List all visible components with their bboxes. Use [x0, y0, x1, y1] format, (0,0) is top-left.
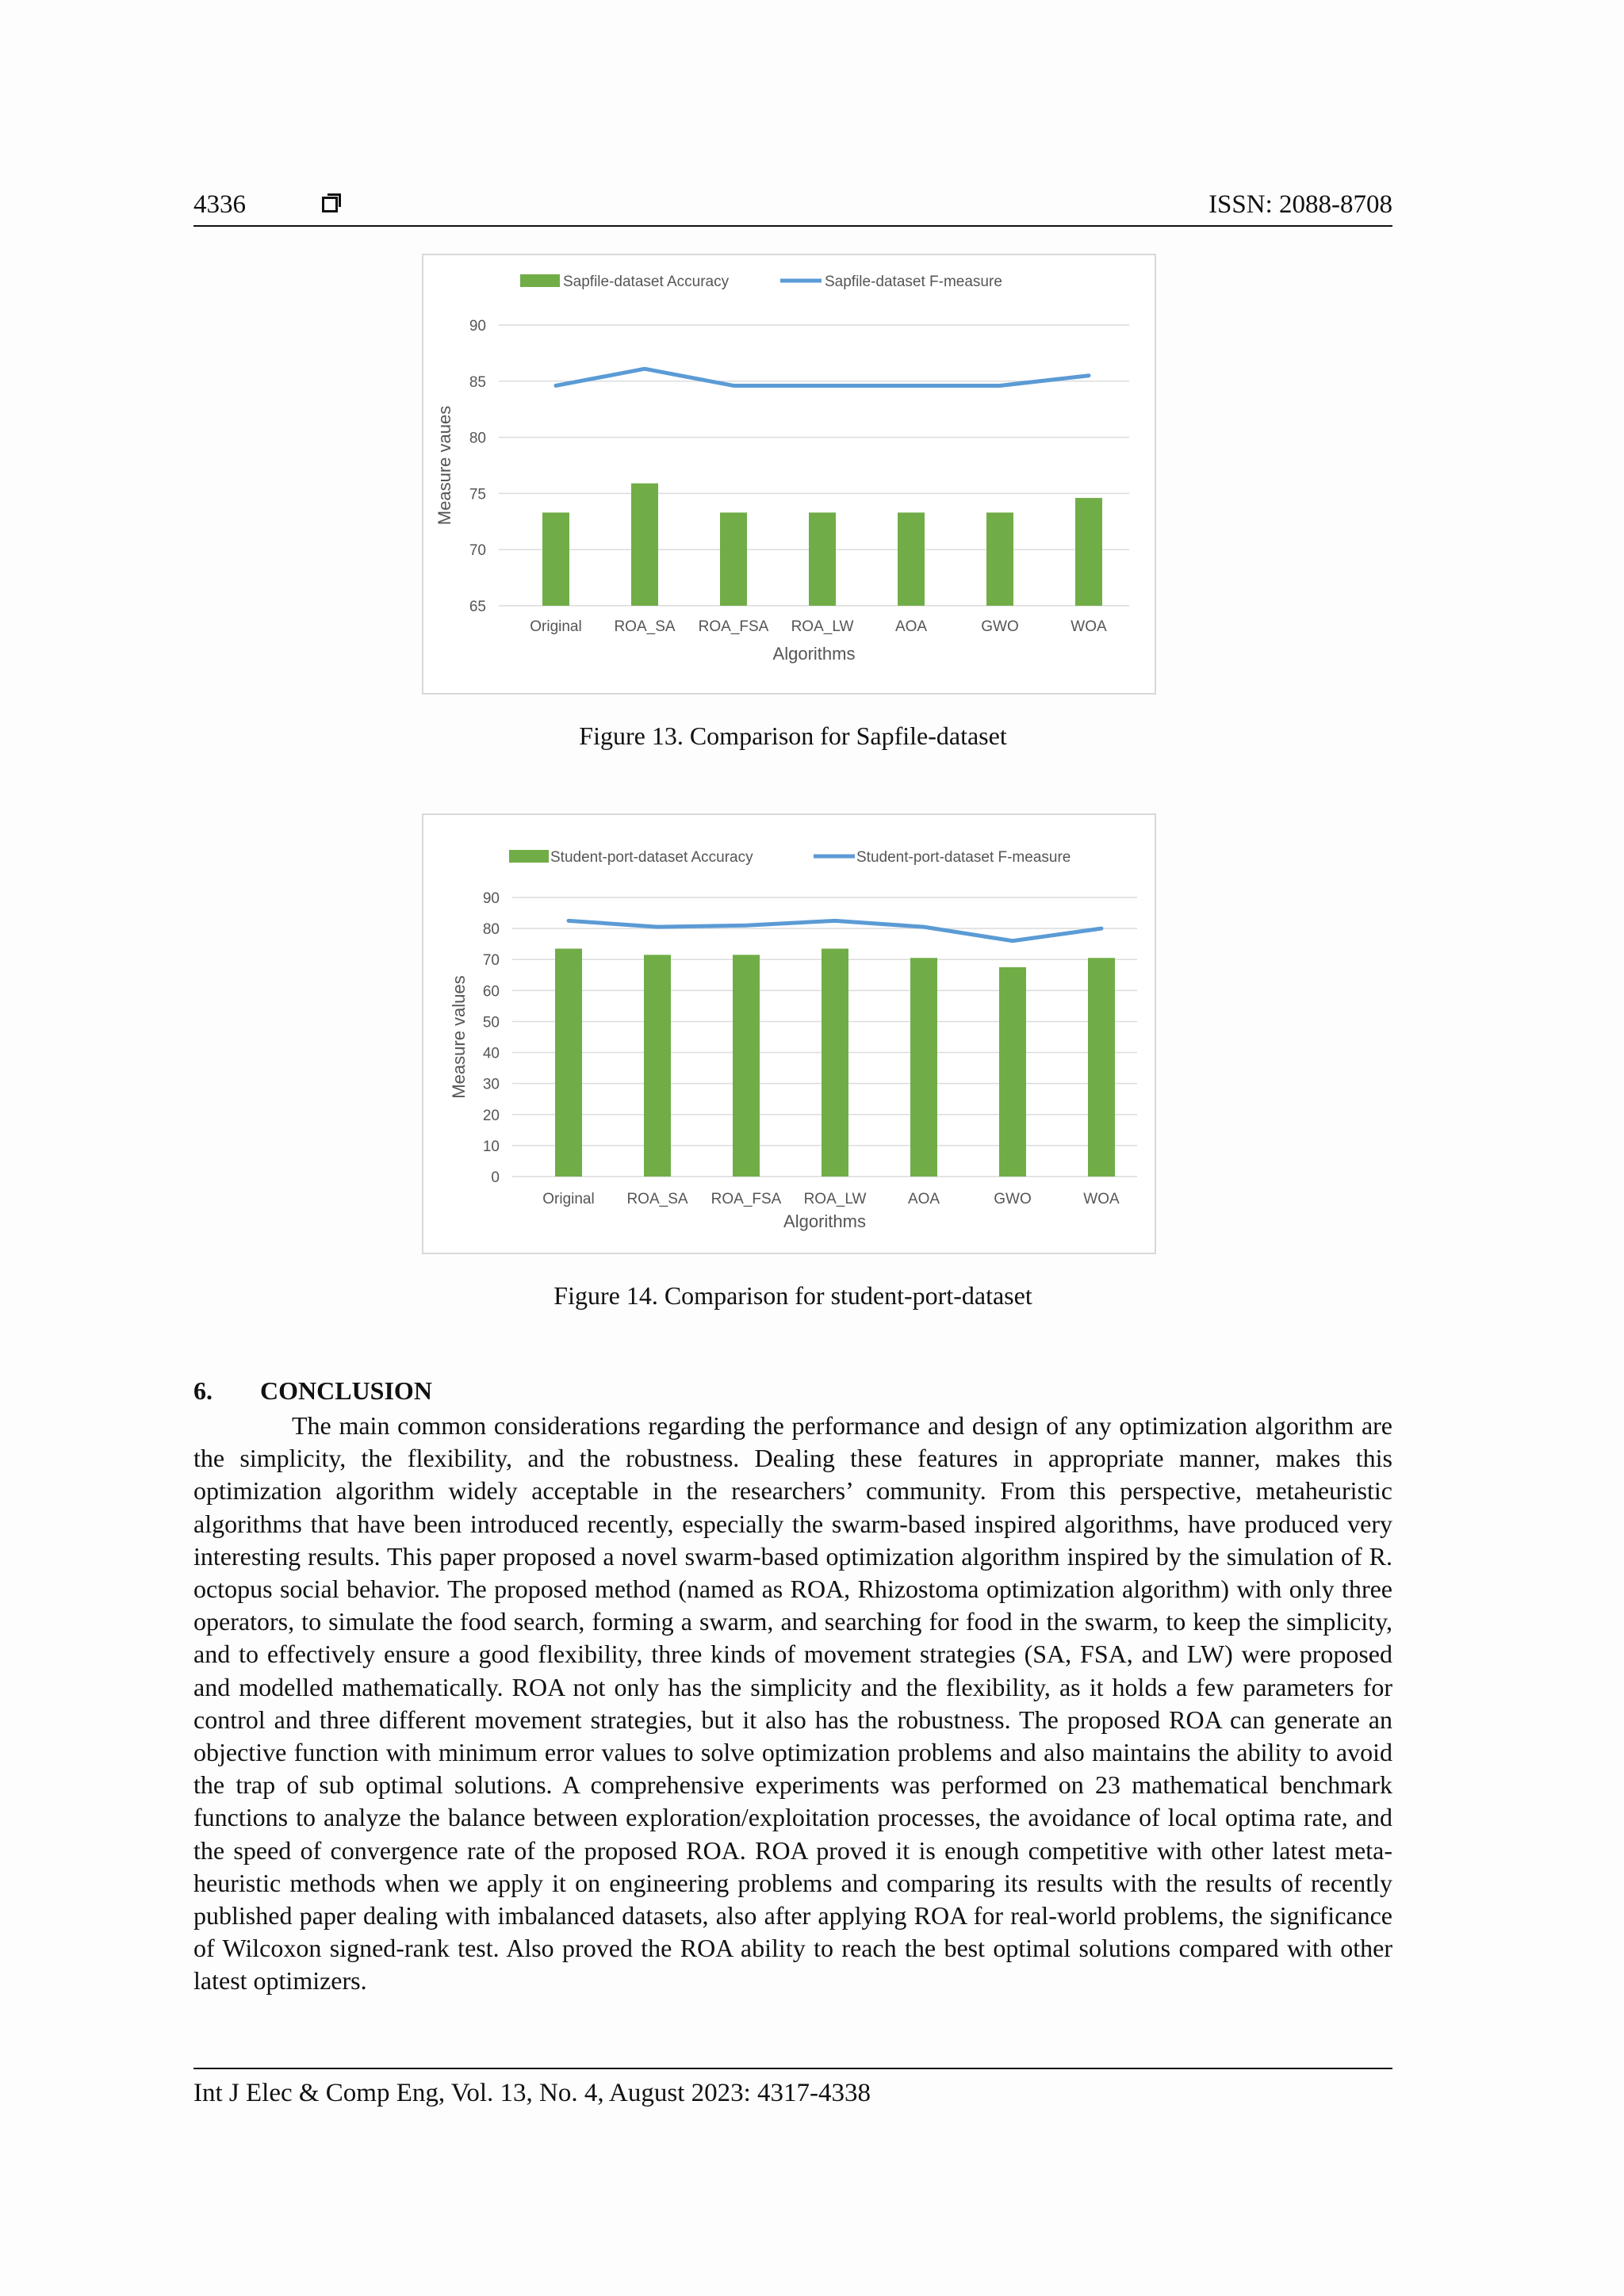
- y-tick-label: 0: [491, 1169, 500, 1186]
- accuracy-bar: [542, 512, 569, 606]
- conclusion-paragraph: The main common considerations regarding the performance and design of any optimization algorithm are the simplicity, the flexibility, and the robustness. Dealing these features in appropriate manner, makes this optimization algorithm widely acceptable in the researchers’ community. From this perspective, metaheuristic algorithms that have been introduced recently, especially the swarm-based inspired algorithms, have produced very interesting results. This paper proposed a novel swarm-based optimization algorithm inspired by the simulation of R. octopus social behavior. The proposed method (named as ROA, Rhizostoma optimization algorithm) with only three operators, to simulate the food search, forming a swarm, and searching for food in the swarm, to keep the simplicity, and to effectively ensure a good flexibility, three kinds of movement strategies (SA, FSA, and LW) were proposed and modelled mathematically. ROA not only has the simplicity and the flexibility, as it holds a few parameters for control and three different movement strategies, but it also has the robustness. The proposed ROA can generate an objective function with minimum error values to solve optimization problems and also maintains the ability to avoid the trap of sub optimal solutions. A comprehensive experiments was performed on 23 mathematical benchmark functions to analyze the balance between exploration/exploitation processes, the avoidance of local optima rate, and the speed of convergence rate of the proposed ROA. ROA proved it is enough competitive with other latest meta-heuristic methods when we apply it on engineering problems and comparing its results with the results of recently published paper dealing with imbalanced datasets, also after applying ROA for real-world problems, the significance of Wilcoxon signed-rank test. Also proved the ROA ability to reach the best optimal solutions compared with other latest optimizers.: [193, 1411, 1392, 1996]
- figure-14-caption: Figure 14. Comparison for student-port-dataset: [553, 1281, 1032, 1310]
- f-measure-line: [569, 920, 1101, 940]
- accuracy-bar: [1075, 498, 1102, 606]
- y-tick-label: 30: [482, 1076, 500, 1093]
- x-tick-label: ROA_SA: [626, 1191, 688, 1207]
- accuracy-bar: [733, 955, 760, 1177]
- legend-f-measure-label: Sapfile-dataset F-measure: [825, 274, 1002, 290]
- x-tick-label: ROA_FSA: [698, 618, 769, 635]
- legend-accuracy-label: Student-port-dataset Accuracy: [550, 849, 753, 866]
- y-tick-label: 70: [482, 952, 500, 970]
- accuracy-bar: [999, 967, 1026, 1177]
- x-tick-label: ROA_FSA: [710, 1191, 782, 1207]
- journal-box-icon: [322, 197, 338, 212]
- figure-13-chart: [422, 254, 1156, 695]
- x-axis-title: Algorithms: [772, 644, 856, 664]
- x-tick-label: AOA: [907, 1191, 940, 1207]
- x-tick-label: Original: [542, 1191, 595, 1207]
- y-tick-label: 50: [482, 1014, 500, 1031]
- section-number: 6.: [193, 1376, 213, 1405]
- header-rule: [193, 225, 1392, 227]
- x-tick-label: ROA_LW: [803, 1191, 867, 1207]
- x-tick-label: WOA: [1071, 618, 1107, 635]
- accuracy-bar: [809, 512, 836, 606]
- x-tick-label: AOA: [894, 618, 928, 635]
- legend-accuracy-swatch: [520, 274, 560, 287]
- y-axis-title: Measure values: [449, 975, 469, 1099]
- accuracy-bar: [720, 512, 747, 606]
- y-tick-label: 20: [482, 1107, 500, 1124]
- accuracy-bar: [1088, 958, 1115, 1177]
- y-tick-label: 60: [482, 983, 500, 1001]
- page-footer: Int J Elec & Comp Eng, Vol. 13, No. 4, August 2023: 4317-4338: [193, 2079, 871, 2107]
- page-number: 4336: [193, 190, 246, 219]
- y-tick-label: 90: [469, 318, 486, 335]
- y-axis-title: Measure vaues: [435, 405, 454, 526]
- accuracy-bar: [631, 484, 658, 606]
- x-tick-label: Original: [530, 618, 582, 635]
- x-tick-label: WOA: [1083, 1191, 1120, 1207]
- f-measure-line: [556, 369, 1089, 385]
- legend-f-measure-label: Student-port-dataset F-measure: [856, 849, 1071, 866]
- accuracy-bar: [644, 955, 671, 1177]
- figure-14-chart: [422, 813, 1156, 1254]
- x-tick-label: ROA_LW: [791, 618, 854, 635]
- accuracy-bar: [555, 949, 582, 1177]
- x-axis-title: Algorithms: [783, 1211, 866, 1231]
- section-heading: [193, 1376, 432, 1406]
- accuracy-bar: [910, 958, 937, 1177]
- page-header: [193, 190, 1392, 225]
- y-tick-label: 80: [469, 430, 486, 447]
- y-tick-label: 65: [469, 599, 486, 615]
- footer-rule: [193, 2068, 1392, 2069]
- y-tick-label: 85: [469, 373, 486, 391]
- x-tick-label: GWO: [994, 1191, 1032, 1207]
- y-tick-label: 10: [482, 1138, 500, 1155]
- chart-svg: [423, 815, 1155, 1253]
- legend-accuracy-swatch: [509, 850, 549, 863]
- y-tick-label: 80: [482, 921, 500, 939]
- x-tick-label: ROA_SA: [614, 618, 676, 635]
- chart-svg: [423, 255, 1155, 693]
- y-tick-label: 70: [469, 542, 486, 560]
- y-tick-label: 90: [482, 890, 500, 907]
- y-tick-label: 40: [482, 1045, 500, 1062]
- accuracy-bar: [898, 512, 925, 606]
- figure-13-caption: Figure 13. Comparison for Sapfile-dataset: [579, 721, 1007, 750]
- issn-label: ISSN: 2088-8708: [1208, 190, 1392, 219]
- legend-accuracy-label: Sapfile-dataset Accuracy: [563, 274, 730, 290]
- accuracy-bar: [986, 512, 1013, 606]
- section-title: CONCLUSION: [260, 1376, 432, 1405]
- y-tick-label: 75: [469, 486, 486, 503]
- accuracy-bar: [822, 949, 848, 1177]
- x-tick-label: GWO: [981, 618, 1019, 635]
